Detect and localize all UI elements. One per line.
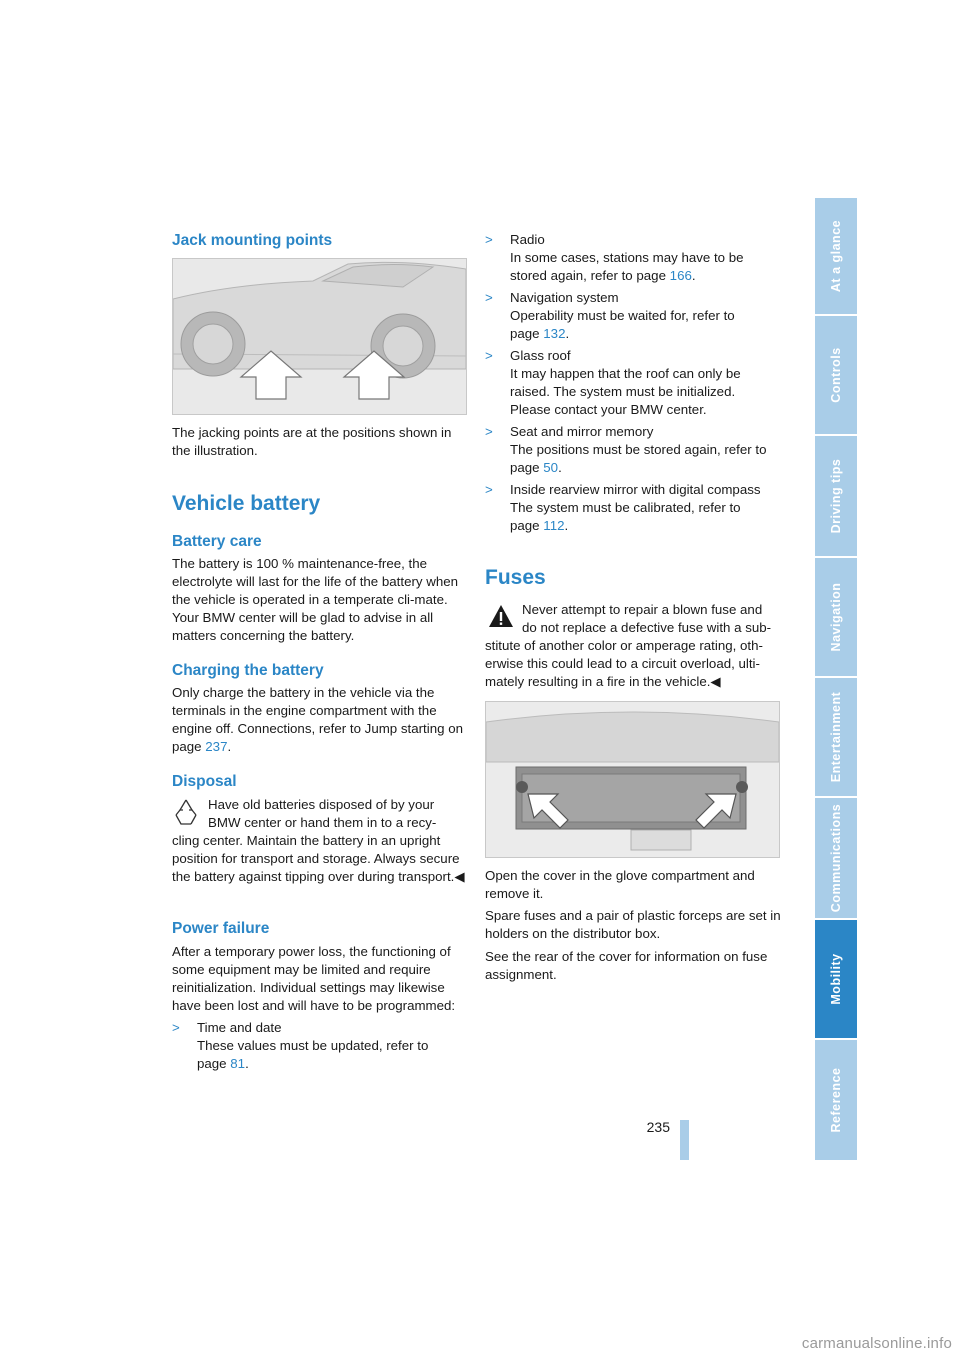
bullet-title: Seat and mirror memory	[510, 424, 654, 439]
bullet-marker: >	[485, 290, 493, 305]
bullet-line: Operability must be waited for, refer to	[510, 308, 735, 323]
bullet-title: Radio	[510, 232, 545, 247]
jack-points-illustration	[172, 258, 467, 415]
bullet-line: The system must be calibrated, refer to	[510, 500, 741, 515]
fuse-box-image	[486, 702, 779, 857]
bullet-radio: > Radio In some cases, stations may have to be stored again, refer to page 166.	[485, 231, 785, 285]
tab-entertainment[interactable]: Entertainment	[815, 678, 857, 796]
bullet-line: It may happen that the roof can only be	[510, 366, 741, 381]
fuses-warning-rest: stitute of another color or amperage rating, oth-erwise this could lead to a circuit overload, ulti-mately resulting in a fire in the vehicle.◀	[485, 638, 763, 689]
disposal-text-line1: Have old batteries disposed of by your	[208, 797, 435, 812]
fuses-warning-line1: Never attempt to repair a blown fuse and	[522, 602, 763, 617]
battery-care-title: Battery care	[172, 533, 262, 550]
power-failure-text: After a temporary power loss, the functioning of some equipment may be limited and require reinitialization. Individual settings may likewise have been lost and will have to be programmed:	[172, 944, 456, 1013]
fuses-warning-line2: do not replace a defective fuse with a sub-	[522, 620, 772, 635]
page-number: 235	[646, 1119, 670, 1135]
bullet-marker: >	[485, 348, 493, 363]
charging-text: Only charge the battery in the vehicle via the terminals in the engine compartment with the engine off. Connections, refer to Jump starting on page 237.	[172, 685, 463, 754]
warning-icon	[488, 604, 514, 628]
bullet-title: Glass roof	[510, 348, 571, 363]
bullet-navigation: > Navigation system Operability must be waited for, refer to page 132.	[485, 289, 785, 343]
bullet-seat-mirror: > Seat and mirror memory The positions must be stored again, refer to page 50.	[485, 423, 785, 477]
disposal-title: Disposal	[172, 773, 237, 790]
page-link-166[interactable]: 166	[669, 268, 692, 283]
bullet-marker: >	[485, 482, 493, 497]
disposal-text-rest: cling center. Maintain the battery in an upright position for transport and storage. Always secure the battery against tipping over during transport.◀	[172, 833, 465, 884]
tab-at-a-glance[interactable]: At a glance	[815, 198, 857, 314]
bullet-glass-roof	[485, 347, 785, 419]
spare-fuses-text: Spare fuses and a pair of plastic forceps are set in holders on the distributor box.	[485, 908, 781, 941]
jack-mounting-title: Jack mounting points	[172, 232, 333, 249]
tab-navigation[interactable]: Navigation	[815, 558, 857, 676]
bullet-line: Please contact your BMW center.	[510, 402, 707, 417]
fuses-heading: Fuses	[485, 566, 546, 589]
jack-text: The jacking points are at the positions shown in the illustration.	[172, 425, 452, 458]
bullet-marker: >	[172, 1020, 180, 1035]
glove-compartment-fuse-illustration	[485, 701, 780, 858]
tab-communications[interactable]: Communications	[815, 798, 857, 918]
bullet-line: raised. The system must be initialized.	[510, 384, 736, 399]
page-link-50[interactable]: 50	[543, 460, 559, 475]
fuse-assignment-text: See the rear of the cover for information on fuse assignment.	[485, 949, 768, 982]
bullet-marker: >	[485, 232, 493, 247]
recycle-icon	[172, 797, 200, 827]
bullet-marker: >	[485, 424, 493, 439]
tab-driving-tips[interactable]: Driving tips	[815, 436, 857, 556]
page-link-112[interactable]: 112	[543, 518, 565, 533]
bullet-title: Inside rearview mirror with digital compass	[510, 482, 761, 497]
open-cover-text: Open the cover in the glove compartment and remove it.	[485, 868, 755, 901]
tab-reference[interactable]: Reference	[815, 1040, 857, 1160]
page-link-132[interactable]: 132	[543, 326, 566, 341]
bullet-line: These values must be updated, refer to	[197, 1038, 429, 1053]
power-failure-title: Power failure	[172, 920, 270, 937]
bullet-time-date: > Time and date These values must be updated, refer to page 81.	[172, 1019, 468, 1073]
bullet-title: Navigation system	[510, 290, 619, 305]
charging-title: Charging the battery	[172, 662, 324, 679]
page-number-bar	[680, 1120, 689, 1160]
page-link-237[interactable]: 237	[205, 739, 228, 754]
watermark: carmanualsonline.info	[801, 1335, 952, 1352]
battery-care-text: The battery is 100 % maintenance-free, the electrolyte will last for the life of the battery when the vehicle is operated in a temperate cli-mate. Your BMW center will be glad to advise in all matters concerning the battery.	[172, 556, 459, 643]
bullet-title: Time and date	[197, 1020, 282, 1035]
bullet-line: In some cases, stations may have to be	[510, 250, 744, 265]
disposal-text-line2: BMW center or hand them in to a recy-	[208, 815, 437, 830]
bullet-rearview-mirror: > Inside rearview mirror with digital compass The system must be calibrated, refer to page 112.	[485, 481, 785, 535]
vehicle-battery-heading: Vehicle battery	[172, 492, 321, 515]
page-link-81[interactable]: 81	[230, 1056, 246, 1071]
tab-controls[interactable]: Controls	[815, 316, 857, 434]
tab-mobility[interactable]: Mobility	[815, 920, 857, 1038]
bullet-line: The positions must be stored again, refer to	[510, 442, 767, 457]
car-side-image	[173, 259, 466, 414]
